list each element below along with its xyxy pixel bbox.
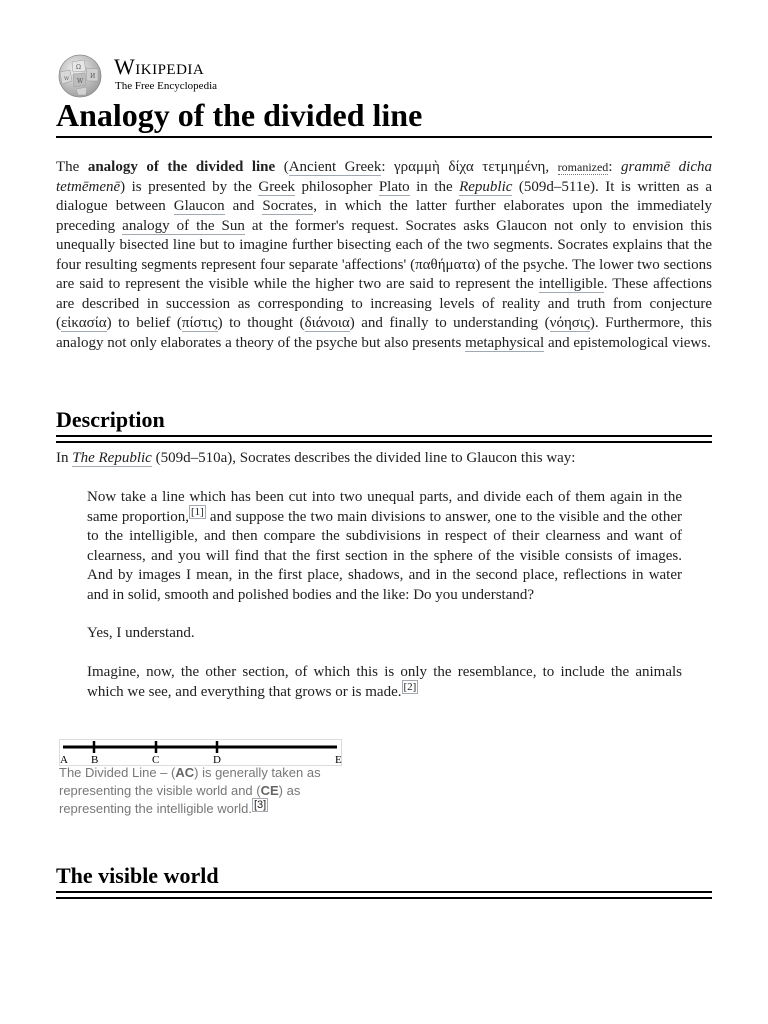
link-eikasia[interactable]: εἰκασία bbox=[61, 315, 107, 331]
point-label-b: B bbox=[91, 754, 99, 766]
bold-term: analogy of the divided line bbox=[87, 159, 276, 175]
page-title: Analogy of the divided line bbox=[56, 97, 423, 133]
section-divider bbox=[56, 435, 712, 443]
link-pistis[interactable]: πίστις bbox=[181, 315, 218, 331]
tagline: The Free Encyclopedia bbox=[115, 80, 218, 92]
link-glaucon[interactable]: Glaucon bbox=[173, 198, 225, 214]
point-label-e: E bbox=[335, 754, 342, 766]
svg-text:W: W bbox=[77, 78, 84, 85]
link-intelligible[interactable]: intelligible bbox=[538, 276, 604, 292]
wordmark: Wikipedia bbox=[114, 54, 205, 79]
section-divider bbox=[56, 891, 712, 899]
svg-text:W: W bbox=[64, 76, 70, 82]
lead-paragraph: The analogy of the divided line (Ancient Greek: γραμμὴ δίχα τετμημένη, romanized: grammē dicha tetmēmenē) is presented by the Greek philosopher Plato in the Republic (509d–511e). It is written as a dialogue between Glaucon and Socrates, in which the latter further elaborates upon the immediately preceding analogy of the Sun at the former's request. Socrates asks Glaucon not only to envision this unequally bisected line but to imagine further bisecting each of the two segments. Socrates explains that the four resulting segments represent four separate 'affections' (παθήματα) of the psyche. The lower two sections are said to represent the visible while the higher two are said to represent the intelligible. These affections are described in succession as corresponding to increasing levels of reality and truth from conjecture (εἰκασία) to belief (πίστις) to thought (διάνοια) and finally to understanding (νόησις). Furthermore, this analogy not only elaborates a theory of the psyche but also presents metaphysical and epistemological views. bbox=[56, 159, 712, 351]
description-intro: In The Republic (509d–510a), Socrates describes the divided line to Glaucon this way: bbox=[56, 450, 576, 466]
reference-2[interactable]: [2] bbox=[403, 680, 417, 693]
link-the-republic[interactable]: The Republic bbox=[72, 450, 152, 466]
quote-paragraph-1: Now take a line which has been cut into two unequal parts, and divide each of them again in the same proportion, [1] and suppose the two main divisions to answer, one to the visible and the other to the intelligible, and then compare the subdivisions in respect of their clearness and want of clearness, and you will find that the first section in the sphere of the visible consists of images. And by images I mean, in the first place, shadows, and in the second place, reflections in water and in solid, smooth and polished bodies and the like: Do you understand? bbox=[87, 489, 682, 603]
wikipedia-globe-icon bbox=[56, 54, 104, 98]
point-label-d: D bbox=[213, 754, 221, 766]
link-socrates[interactable]: Socrates bbox=[262, 198, 314, 214]
point-label-a: A bbox=[60, 754, 68, 766]
link-ancient-greek[interactable]: Ancient Greek bbox=[288, 159, 382, 175]
heading-description: Description bbox=[56, 407, 165, 432]
link-republic[interactable]: Republic bbox=[459, 178, 513, 195]
link-metaphysical[interactable]: metaphysical bbox=[465, 334, 545, 351]
link-plato[interactable]: Plato bbox=[378, 178, 410, 195]
link-analogy-of-the-sun[interactable]: analogy of the Sun bbox=[122, 217, 245, 234]
figure-caption: The Divided Line – (AC) is generally taken as representing the visible world and (CE) as representing the intelligible world. [3] bbox=[59, 765, 321, 816]
point-label-c: C bbox=[152, 754, 160, 766]
divided-line-diagram[interactable] bbox=[59, 739, 343, 767]
title-divider bbox=[56, 136, 712, 138]
romanized-text: grammē dicha tetmēmenē bbox=[56, 159, 712, 195]
link-noesis[interactable]: νόησις bbox=[549, 315, 590, 331]
svg-text:Ω: Ω bbox=[76, 64, 81, 71]
quote-paragraph-2: Yes, I understand. bbox=[87, 625, 195, 641]
reference-1[interactable]: [1] bbox=[191, 505, 204, 518]
svg-text:И: И bbox=[90, 73, 96, 80]
romanized-label[interactable]: romanized bbox=[557, 160, 609, 174]
reference-3[interactable]: [3] bbox=[253, 798, 267, 811]
quote-paragraph-3: Imagine, now, the other section, of which this is only the resemblance, to include the animals which we see, and everything that grows or is made. [2] bbox=[87, 664, 682, 700]
link-greek[interactable]: Greek bbox=[258, 178, 296, 195]
heading-visible-world: The visible world bbox=[56, 863, 219, 888]
link-dianoia[interactable]: διάνοια bbox=[304, 315, 350, 331]
